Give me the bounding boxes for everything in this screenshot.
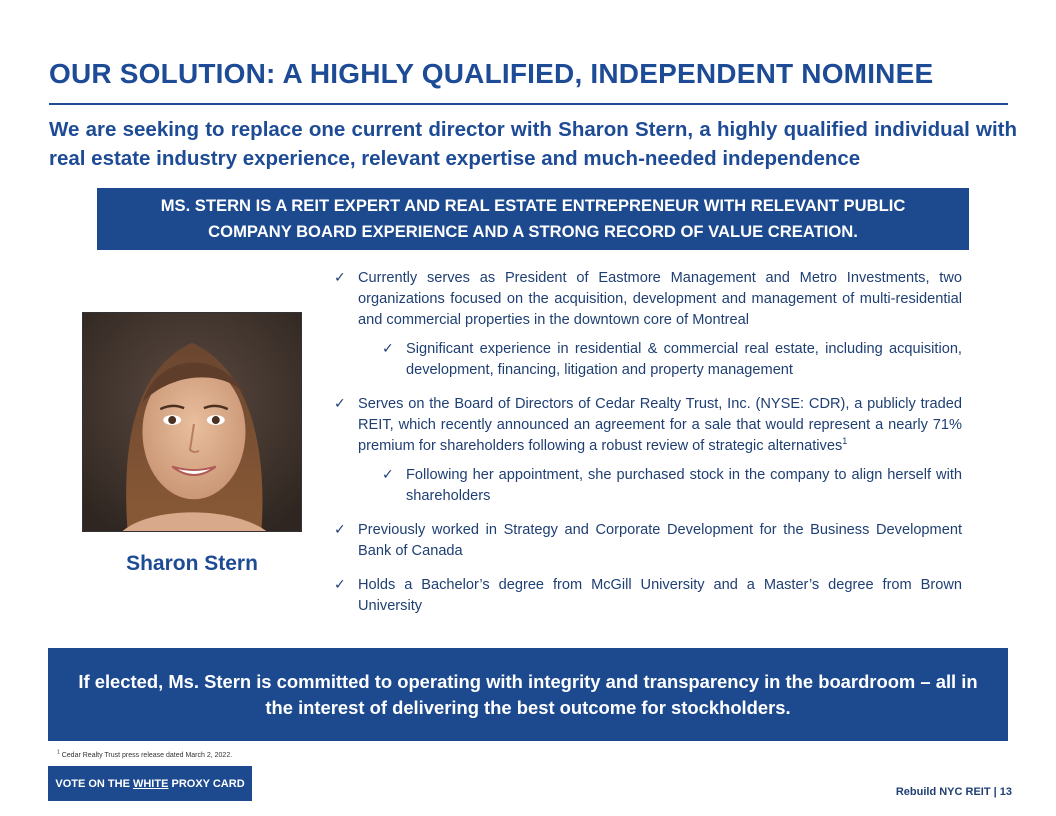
list-item bbox=[334, 520, 962, 562]
nominee-name: Sharon Stern bbox=[126, 552, 258, 575]
footnote-marker: 1 bbox=[842, 436, 848, 447]
page-number: 13 bbox=[999, 786, 1012, 798]
bullet-text: Currently serves as President of Eastmore Management and Metro Investments, two organizations focused on the acquisition, development and management of multi-residential and commercial properties in the downtown core of Montreal bbox=[358, 270, 962, 328]
checkmark-icon: ✓ bbox=[382, 341, 394, 357]
list-item bbox=[334, 394, 962, 457]
bullet-text: Following her appointment, she purchased stock in the company to align herself with shareholders bbox=[406, 467, 962, 504]
vote-proxy-button[interactable] bbox=[48, 766, 252, 801]
checkmark-icon: ✓ bbox=[334, 396, 346, 412]
qualification-list bbox=[334, 268, 962, 630]
nominee-photo bbox=[82, 312, 302, 532]
bullet-text: Holds a Bachelor’s degree from McGill University and a Master’s degree from Brown University bbox=[358, 577, 962, 614]
banner-line-2: COMPANY BOARD EXPERIENCE AND A STRONG RECORD OF VALUE CREATION. bbox=[208, 222, 858, 241]
page-title: OUR SOLUTION: A HIGHLY QUALIFIED, INDEPENDENT NOMINEE bbox=[49, 58, 934, 89]
commitment-line-2: the interest of delivering the best outcome for stockholders. bbox=[265, 696, 791, 718]
bullet-text: Serves on the Board of Directors of Cedar Realty Trust, Inc. (NYSE: CDR), a publicly traded REIT, which recently announced an agreement for a sale that would represent a nearly 71% premium for shareholders following a robust review of strategic alternatives bbox=[358, 396, 962, 454]
footnote bbox=[57, 749, 233, 759]
bullet-text: Previously worked in Strategy and Corporate Development for the Business Development Bank of Canada bbox=[358, 522, 962, 559]
portrait-photo-icon bbox=[83, 313, 301, 531]
checkmark-icon: ✓ bbox=[334, 270, 346, 286]
bullet-text: Significant experience in residential & commercial real estate, including acquisition, development, financing, litigation and property management bbox=[406, 341, 962, 378]
commitment-line-1: If elected, Ms. Stern is committed to operating with integrity and transparency in the boardroom – all in bbox=[78, 670, 978, 692]
page-subtitle: We are seeking to replace one current director with Sharon Stern, a highly qualified individual with real estate industry experience, relevant expertise and much-needed independence bbox=[49, 118, 1017, 170]
checkmark-icon: ✓ bbox=[334, 577, 346, 593]
banner-line-1: MS. STERN IS A REIT EXPERT AND REAL ESTATE ENTREPRENEUR WITH RELEVANT PUBLIC bbox=[160, 196, 906, 215]
vote-prefix: VOTE ON THE bbox=[55, 777, 133, 790]
list-item bbox=[334, 268, 962, 331]
vote-suffix: PROXY CARD bbox=[168, 777, 245, 790]
commitment-banner bbox=[48, 648, 1008, 741]
expert-banner bbox=[97, 188, 969, 250]
page-footer bbox=[896, 786, 1012, 798]
footnote-number: 1 bbox=[57, 749, 60, 756]
list-item bbox=[334, 339, 962, 381]
list-item bbox=[334, 465, 962, 507]
checkmark-icon: ✓ bbox=[382, 467, 394, 483]
checkmark-icon: ✓ bbox=[334, 522, 346, 538]
footnote-text: Cedar Realty Trust press release dated March 2, 2022. bbox=[61, 752, 233, 759]
list-item bbox=[334, 575, 962, 617]
footer-label: Rebuild NYC REIT | bbox=[895, 786, 997, 798]
title-divider bbox=[49, 103, 1008, 105]
vote-white-label: WHITE bbox=[132, 777, 169, 790]
